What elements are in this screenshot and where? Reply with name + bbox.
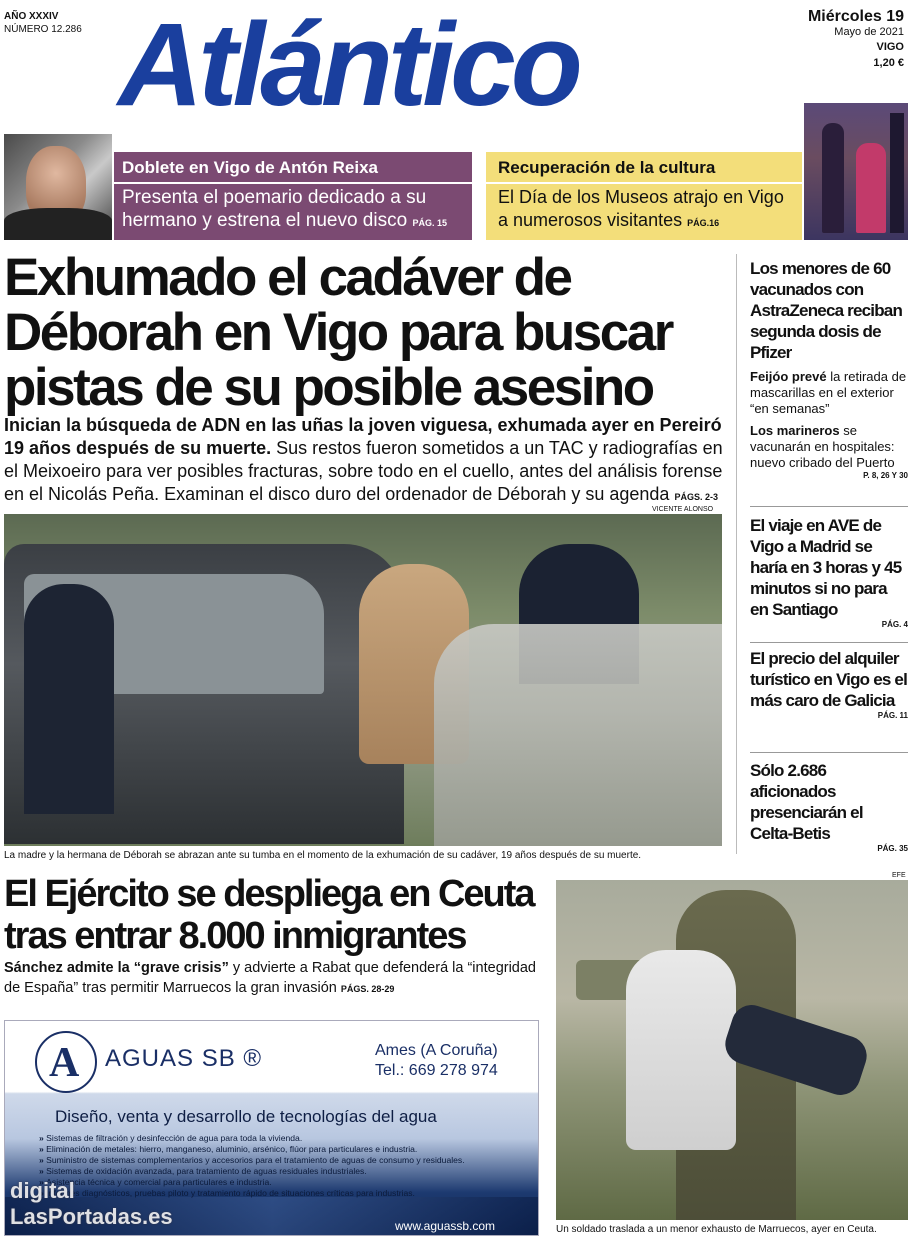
page-ref: PÁG. 4 xyxy=(881,620,908,629)
teaser-body: El Día de los Museos atrajo en Vigo a numerosos visitantes PÁG.16 xyxy=(498,187,784,230)
ceuta-headline[interactable]: El Ejército se despliega en Ceuta tras entrar 8.000 inmigrantes xyxy=(4,873,534,957)
ad-tagline: Diseño, venta y desarrollo de tecnologías del agua xyxy=(55,1107,437,1126)
sidebar-celta[interactable] xyxy=(750,760,908,853)
page-ref: PÁG. 11 xyxy=(877,711,908,720)
ad-service-item: » Eliminación de metales: hierro, manganeso, aluminio, arsénico, flúor para particulares e industria. xyxy=(39,1144,465,1155)
date-block xyxy=(808,8,904,69)
year-label: AÑO XXXIV xyxy=(4,11,59,22)
page-ref: PÁGS. 28-29 xyxy=(340,984,395,994)
ad-phone: Tel.: 669 278 974 xyxy=(375,1062,498,1079)
ceuta-photo-caption: Un soldado traslada a un menor exhausto de Marruecos, ayer en Ceuta. xyxy=(556,1224,877,1235)
edition-city: VIGO xyxy=(876,41,904,53)
ceuta-photo xyxy=(556,880,908,1220)
ad-service-item: » Informes diagnósticos, pruebas piloto y tratamiento rápido de situaciones críticas para industrias. xyxy=(39,1188,465,1199)
ad-service-item: » Suministro de sistemas complementarios y accesorios para el tratamiento de aguas de consumo y residuales. xyxy=(39,1155,465,1166)
weekday: Miércoles 19 xyxy=(807,8,904,25)
watermark: digital LasPortadas.es xyxy=(10,1178,173,1229)
exhumation-photo xyxy=(4,514,722,846)
main-photo-caption: La madre y la hermana de Déborah se abrazan ante su tumba en el momento de la exhumación de su cadáver, 19 años después de su muerte. xyxy=(4,850,642,861)
museum-photo xyxy=(804,103,908,240)
page-ref: PÁG.16 xyxy=(687,218,720,228)
ad-contact xyxy=(375,1041,498,1081)
teaser-museos[interactable] xyxy=(486,152,802,240)
ad-location: Ames (A Coruña) xyxy=(375,1042,498,1059)
reixa-photo xyxy=(4,134,112,240)
teaser-kicker: Recuperación de la cultura xyxy=(486,152,802,184)
divider xyxy=(750,506,908,507)
month-year: Mayo de 2021 xyxy=(834,26,904,38)
divider xyxy=(750,642,908,643)
page-ref: PÁGS. 2-3 xyxy=(674,492,718,502)
newspaper-logo: Atlántico xyxy=(118,0,578,131)
photo-credit: VICENTE ALONSO xyxy=(652,506,714,513)
teaser-kicker: Doblete en Vigo de Antón Reixa xyxy=(114,152,472,184)
divider xyxy=(750,752,908,753)
ad-website[interactable]: www.aguassb.com xyxy=(395,1219,496,1233)
sidebar-vaccines[interactable] xyxy=(750,258,908,480)
ad-service-item: » Sistemas de filtración y desinfección de agua para toda la vivienda. xyxy=(39,1133,465,1144)
main-headline[interactable]: Exhumado el cadáver de Déborah en Vigo para buscar pistas de su posible asesino xyxy=(4,248,672,417)
sidebar-alquiler[interactable] xyxy=(750,648,908,720)
ad-brand: AGUAS SB ® xyxy=(105,1045,263,1072)
sidebar-headline: El precio del alquiler turístico en Vigo es el más caro de Galicia xyxy=(750,649,908,710)
sidebar-brief: Feijóo prevé la retirada de mascarillas en el exterior “en semanas” xyxy=(750,369,907,416)
sidebar-headline: Sólo 2.686 aficionados presenciarán el Celta-Betis xyxy=(750,761,863,843)
page-ref: PÁG. 15 xyxy=(412,218,447,228)
edition-info xyxy=(4,10,82,36)
page-ref: PÁG. 35 xyxy=(877,844,908,853)
main-deck: Inician la búsqueda de ADN en las uñas la joven viguesa, exhumada ayer en Pereiró 19 años después de su muerte. Sus restos fueron sometidos a un TAC y radiografías en el Meixoeiro para ver posibles fracturas, sobre todo en el cuello, antes del análisis forense en el Nicolás Peña. Examinan el disco duro del ordenador de Déborah y su agenda PÁGS. 2-3 xyxy=(4,415,723,504)
teaser-reixa[interactable] xyxy=(114,152,472,240)
sidebar-brief: Los marineros se vacunarán en hospitales: nuevo cribado del Puerto xyxy=(750,423,895,470)
sidebar-ave[interactable] xyxy=(750,515,908,629)
price: 1,20 € xyxy=(873,57,904,69)
page-ref: P. 8, 26 Y 30 xyxy=(863,471,908,480)
ceuta-deck: Sánchez admite la “grave crisis” y advierte a Rabat que defenderá la “integridad de España” tras permitir Marruecos la gran invasión PÁGS. 28-29 xyxy=(4,960,536,996)
column-divider xyxy=(736,254,737,854)
sidebar-headline: El viaje en AVE de Vigo a Madrid se haría en 3 horas y 45 minutos si no para en Santiago xyxy=(750,516,902,619)
brand-logo-icon: A xyxy=(35,1031,97,1093)
sidebar-headline: Los menores de 60 vacunados con AstraZeneca reciban segunda dosis de Pfizer xyxy=(750,259,903,362)
issue-number: NÚMERO 12.286 xyxy=(4,24,82,35)
ad-service-item: » Sistemas de oxidación avanzada, para tratamiento de aguas residuales industriales. xyxy=(39,1166,465,1177)
teaser-body: Presenta el poemario dedicado a su hermano y estrena el nuevo disco PÁG. 15 xyxy=(122,187,447,231)
ad-service-item: » Asistencia técnica y comercial para particulares e industria. xyxy=(39,1177,465,1188)
photo-credit: EFE xyxy=(892,872,906,879)
